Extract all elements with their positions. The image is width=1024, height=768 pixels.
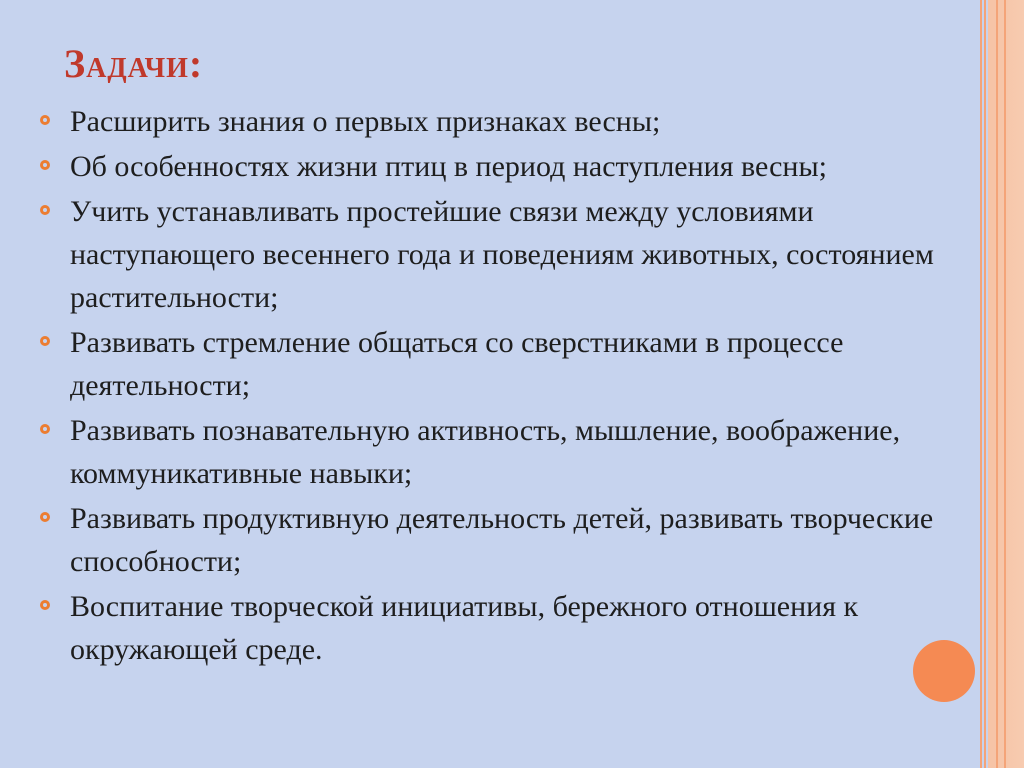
- decorative-orange-circle: [913, 640, 975, 702]
- list-item: [40, 585, 980, 671]
- list-item-text: Воспитание творческой инициативы, бережного отношения к окружающей среде.: [70, 590, 859, 666]
- list-item-text: Об особенностях жизни птиц в период наступления весны;: [70, 150, 827, 183]
- bullet-ring-icon: [40, 160, 50, 170]
- list-item-text: Учить устанавливать простейшие связи между условиями наступающего весеннего года и поведениям животных, состоянием растительности;: [70, 195, 934, 314]
- slide-title: Задачи:: [64, 41, 204, 86]
- bullet-ring-icon: [40, 512, 50, 522]
- bullet-ring-icon: [40, 336, 50, 346]
- list-item: [40, 190, 980, 319]
- list-item: [40, 321, 980, 407]
- frame-line-stripe-1: [996, 0, 998, 768]
- task-list: [40, 100, 980, 673]
- list-item-text: Развивать стремление общаться со сверстниками в процессе деятельности;: [70, 326, 844, 402]
- list-item: [40, 409, 980, 495]
- list-item: [40, 100, 980, 143]
- list-item-text: Развивать познавательную активность, мышление, воображение, коммуникативные навыки;: [70, 414, 901, 490]
- list-item: [40, 497, 980, 583]
- frame-line-inner: [984, 0, 986, 768]
- decorative-stripe: [988, 0, 1024, 768]
- bullet-ring-icon: [40, 115, 50, 125]
- bullet-ring-icon: [40, 424, 50, 434]
- frame-line-left: [980, 0, 982, 768]
- bullet-ring-icon: [40, 600, 50, 610]
- list-item: [40, 145, 980, 188]
- list-item-text: Расширить знания о первых признаках весны;: [70, 105, 661, 138]
- bullet-ring-icon: [40, 205, 50, 215]
- frame-line-stripe-2: [1004, 0, 1006, 768]
- list-item-text: Развивать продуктивную деятельность детей, развивать творческие способности;: [70, 502, 934, 578]
